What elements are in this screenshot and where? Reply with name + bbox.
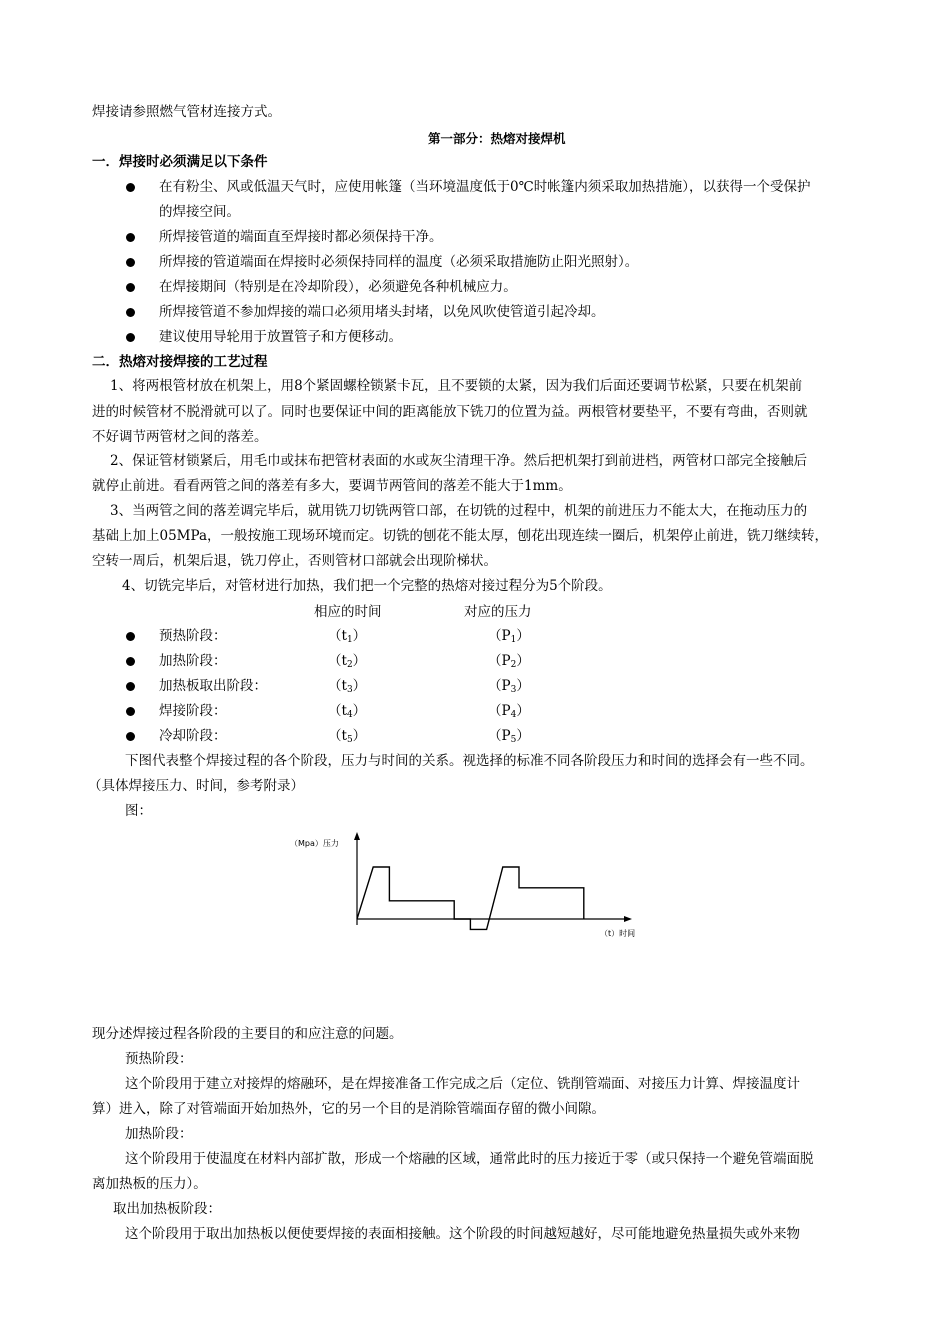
stage-heading-preheat: 预热阶段： (125, 1051, 193, 1067)
paragraph-line: 2、保证管材锁紧后，用毛巾或抹布把管材表面的水或灰尘清理干净。然后把机架打到前进档，两管材口部完全接触后 (110, 453, 808, 469)
stage-pressure: $(P_3)$ (488, 678, 530, 695)
paragraph-line: 算）进入，除了对管端面开始加热外，它的另一个目的是消除管端面存留的微小间隙。 (92, 1101, 605, 1117)
stage-pressure: $(P_4)$ (488, 703, 530, 720)
bullet-icon (126, 657, 135, 666)
bullet-icon (126, 183, 135, 192)
section1-heading: 一．焊接时必须满足以下条件 (92, 154, 268, 170)
figure-label: 图： (125, 803, 152, 819)
pressure-series-line (357, 867, 584, 929)
part-title: 第一部分：热熔对接焊机 (428, 131, 566, 146)
stage-name: 预热阶段： (159, 628, 227, 644)
paragraph-line: 4、切铣完毕后，对管材进行加热，我们把一个完整的热熔对接过程分为5个阶段。 (122, 578, 612, 594)
paragraph-line: 离加热板的压力）。 (92, 1176, 207, 1192)
paragraph-line: 这个阶段用于建立对接焊的熔融环，是在焊接准备工作完成之后（定位、铣削管端面、对接压力计算、焊接温度计 (125, 1076, 800, 1092)
stage-time: $(t_3)$ (328, 678, 367, 695)
list-item: 所焊接管道不参加焊接的端口必须用堵头封堵，以免风吹使管道引起冷却。 (159, 304, 605, 320)
bullet-icon (126, 732, 135, 741)
stage-heading-remove: 取出加热板阶段： (113, 1201, 221, 1217)
paragraph-line: 这个阶段用于取出加热板以便使要焊接的表面相接触。这个阶段的时间越短越好，尽可能地避免热量损失或外来物 (125, 1226, 800, 1242)
x-axis-arrow-icon (624, 916, 632, 922)
bullet-icon (126, 283, 135, 292)
bullet-icon (126, 233, 135, 242)
paragraph-line: 就停止前进。看看两管之间的落差有多大，要调节两管间的落差不能大于1mm。 (92, 478, 572, 494)
bullet-icon (126, 632, 135, 641)
stage-heading-heat: 加热阶段： (125, 1126, 193, 1142)
list-item: 所焊接管道的端面直至焊接时都必须保持干净。 (159, 229, 443, 245)
bullet-icon (126, 333, 135, 342)
x-axis-label: （t）时间 (600, 929, 636, 938)
stage-time: $(t_1)$ (328, 628, 367, 645)
col-header-time: 相应的时间 (314, 604, 382, 620)
paragraph-line: 这个阶段用于使温度在材料内部扩散，形成一个熔融的区域，通常此时的压力接近于零（或只保持一个避免管端面脱 (125, 1151, 814, 1167)
paragraph-line: 现分述焊接过程各阶段的主要目的和应注意的问题。 (92, 1026, 403, 1042)
paragraph-line: 1、将两根管材放在机架上，用8个紧固螺栓锁紧卡瓦，且不要锁的太紧，因为我们后面还要调节松紧，只要在机架前 (110, 378, 803, 394)
stage-name: 加热阶段： (159, 653, 227, 669)
list-item: 在焊接期间（特别是在冷却阶段），必须避免各种机械应力。 (159, 279, 517, 295)
stage-name: 加热板取出阶段： (159, 678, 267, 694)
stage-pressure: $(P_5)$ (488, 728, 530, 745)
stage-name: 焊接阶段： (159, 703, 227, 719)
stage-pressure: $(P_1)$ (488, 628, 530, 645)
figure-intro-line: （具体焊接压力、时间，参考附录） (88, 778, 304, 794)
bullet-icon (126, 258, 135, 267)
y-axis-arrow-icon (354, 832, 360, 840)
list-item: 在有粉尘、风或低温天气时，应使用帐篷（当环境温度低于0℃时帐篷内须采取加热措施），以获得一个受保护 (159, 179, 811, 195)
stage-name: 冷却阶段： (159, 728, 227, 744)
y-axis-label: （Mpa）压力 (290, 839, 339, 848)
stage-time: $(t_2)$ (328, 653, 367, 670)
list-item: 所焊接的管道端面在焊接时必须保持同样的温度（必须采取措施防止阳光照射）。 (159, 254, 639, 270)
list-item: 建议使用导轮用于放置管子和方便移动。 (159, 329, 402, 345)
list-item-cont: 的焊接空间。 (159, 204, 240, 220)
pressure-time-chart (280, 830, 660, 950)
stage-pressure: $(P_2)$ (488, 653, 530, 670)
intro-line: 焊接请参照燃气管材连接方式。 (92, 104, 281, 120)
paragraph-line: 基础上加上05MPa，一般按施工现场环境而定。切铣的刨花不能太厚，刨花出现连续一圈后，机架停止前进，铣刀继续转， (92, 528, 829, 544)
paragraph-line: 3、当两管之间的落差调完毕后，就用铣刀切铣两管口部，在切铣的过程中，机架的前进压力不能太大，在拖动压力的 (110, 503, 808, 519)
stage-time: $(t_5)$ (328, 728, 367, 745)
paragraph-line: 空转一周后，机架后退，铣刀停止，否则管材口部就会出现阶梯状。 (92, 553, 497, 569)
paragraph-line: 进的时候管材不脱滑就可以了。同时也要保证中间的距离能放下铣刀的位置为益。两根管材要垫平，不要有弯曲，否则就 (92, 404, 808, 420)
figure-intro-line: 下图代表整个焊接过程的各个阶段，压力与时间的关系。视选择的标准不同各阶段压力和时间的选择会有一些不同。 (125, 753, 814, 769)
col-header-pressure: 对应的压力 (464, 604, 532, 620)
bullet-icon (126, 682, 135, 691)
section2-heading: 二．热熔对接焊接的工艺过程 (92, 354, 268, 370)
stage-time: $(t_4)$ (328, 703, 367, 720)
bullet-icon (126, 707, 135, 716)
paragraph-line: 不好调节两管材之间的落差。 (92, 429, 268, 445)
bullet-icon (126, 308, 135, 317)
